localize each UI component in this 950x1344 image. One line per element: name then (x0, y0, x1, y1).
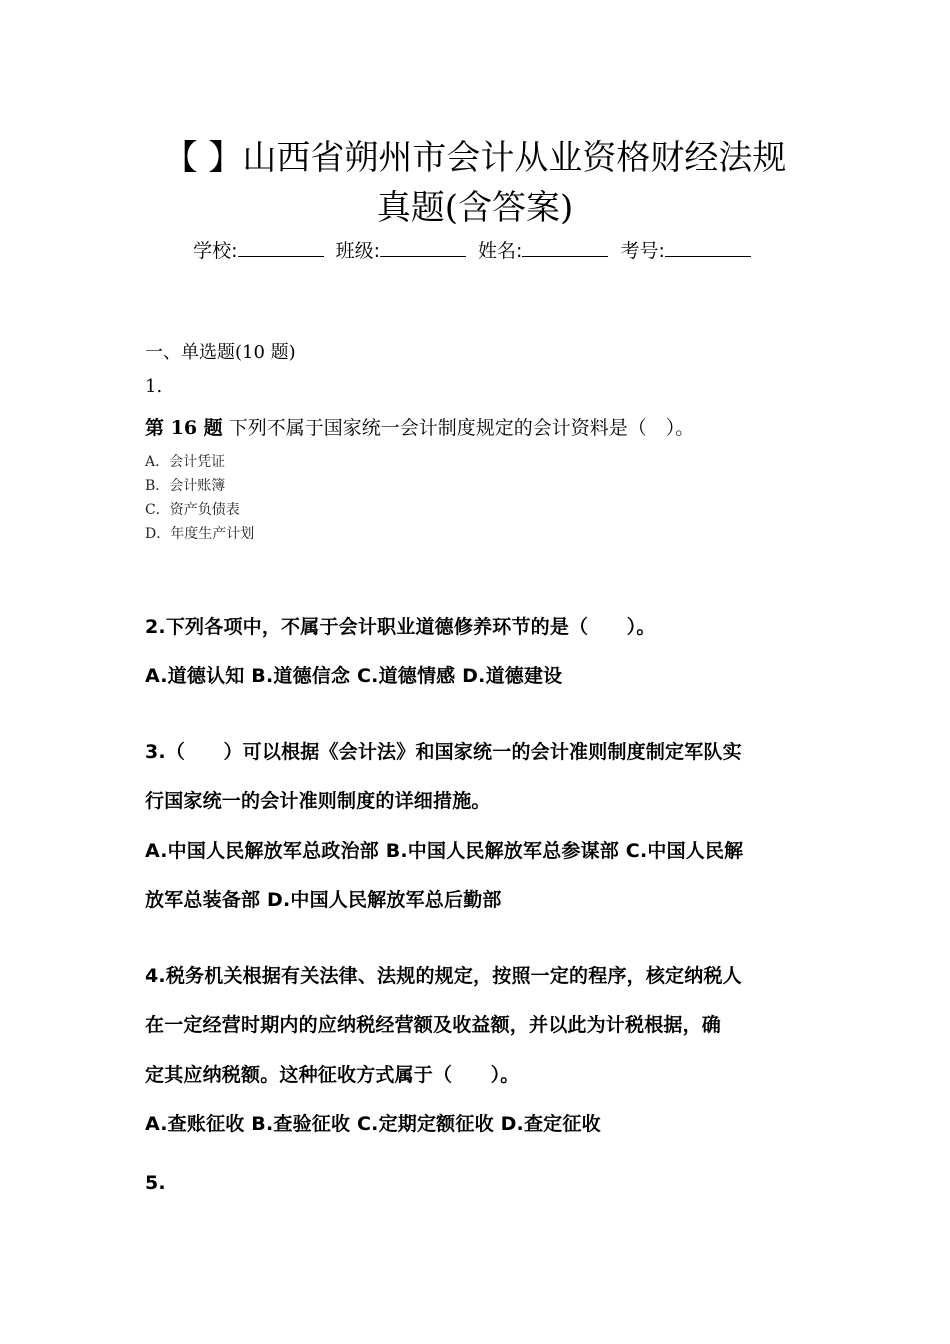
question-1-option-a: A．会计凭证 (145, 454, 226, 470)
title-line-1: 【 】山西省朔州市会计从业资格财经法规 (163, 138, 787, 178)
school-label: 学校: (193, 240, 238, 262)
class-label: 班级: (335, 240, 380, 262)
question-1-number: 1. (145, 376, 163, 397)
question-3-options-line-1: A.中国人民解放军总政治部 B.中国人民解放军总参谋部 C.中国人民解 (145, 840, 744, 862)
question-4-text-line-3: 定其应纳税额。这种征收方式属于（ ）。 (145, 1064, 520, 1086)
title-line-2: 真题(含答案) (376, 188, 574, 228)
question-1-option-b: B．会计账簿 (145, 478, 226, 494)
question-2-text: 2.下列各项中，不属于会计职业道德修养环节的是（ ）。 (145, 616, 656, 638)
question-2-options: A.道德认知 B.道德信念 C.道德情感 D.道德建设 (145, 665, 563, 687)
question-1-label: 第 16 题 (145, 417, 223, 439)
name-label: 姓名: (478, 240, 523, 262)
school-blank (238, 238, 324, 257)
exam-no-blank (665, 238, 751, 257)
name-blank (522, 238, 608, 257)
question-1-text (145, 413, 694, 440)
class-blank (380, 238, 466, 257)
question-5-number: 5. (145, 1172, 166, 1194)
question-4-options: A.查账征收 B.查验征收 C.定期定额征收 D.查定征收 (145, 1113, 601, 1135)
question-4-text-line-1: 4.税务机关根据有关法律、法规的规定，按照一定的程序，核定纳税人 (145, 965, 742, 987)
exam-no-label: 考号: (620, 240, 665, 262)
question-1-stem: 下列不属于国家统一会计制度规定的会计资料是（ ）。 (228, 417, 695, 439)
question-1-option-c: C．资产负债表 (145, 502, 240, 518)
question-1-option-d: D．年度生产计划 (145, 526, 255, 542)
question-3-text-line-2: 行国家统一的会计准则制度的详细措施。 (145, 790, 491, 812)
student-info-line (0, 236, 950, 263)
question-3-options-line-2: 放军总装备部 D.中国人民解放军总后勤部 (145, 889, 502, 911)
question-4-text-line-2: 在一定经营时期内的应纳税经营额及收益额，并以此为计税根据，确 (145, 1014, 722, 1036)
section-heading: 一、单选题(10 题) (145, 342, 296, 363)
question-3-text-line-1: 3.（ ）可以根据《会计法》和国家统一的会计准则制度制定军队实 (145, 741, 742, 763)
